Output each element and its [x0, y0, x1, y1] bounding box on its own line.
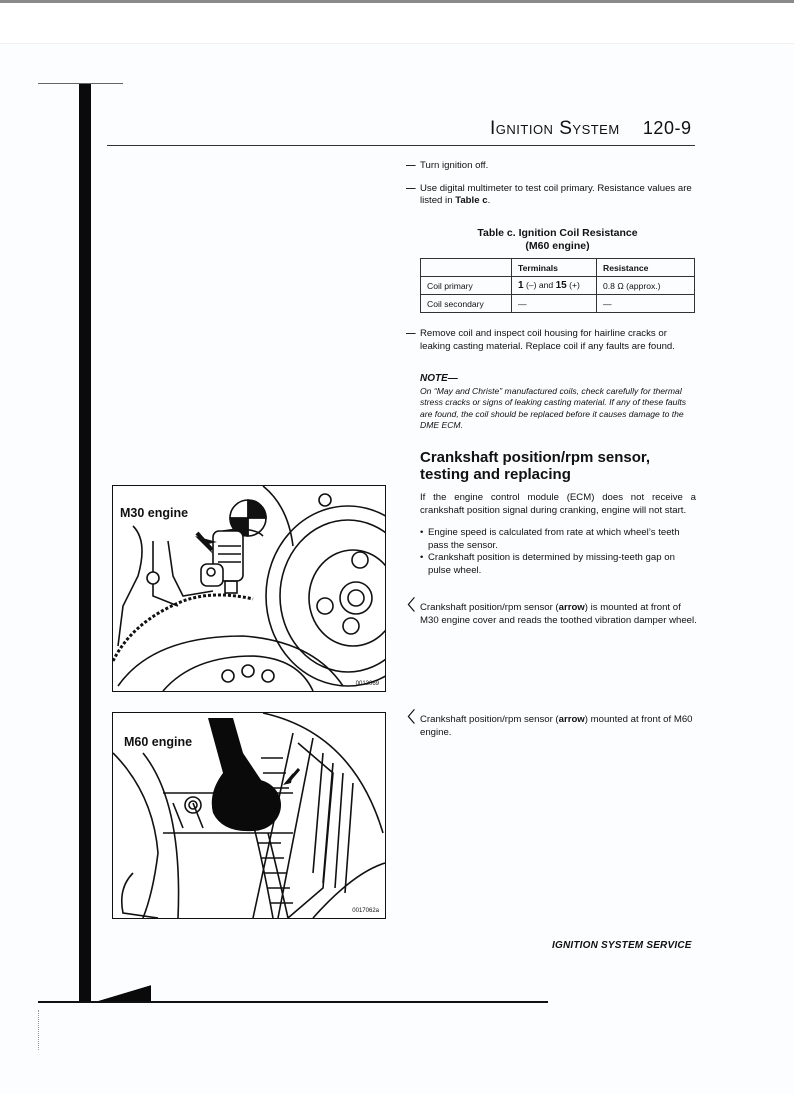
terminal-number: 15: [555, 280, 567, 291]
section-intro: If the engine control module (ECM) does not receive a crankshaft position signal during cranking, engine will not start.: [420, 492, 696, 516]
terminal-polarity: (+): [566, 280, 580, 290]
running-head: [490, 118, 691, 140]
caption-text: Crankshaft position/rpm sensor (: [420, 602, 559, 613]
scan-binding-bottom-rule: [38, 1001, 548, 1003]
figure-label: M30 engine: [120, 506, 189, 520]
caption-m60: [400, 709, 698, 739]
caption: [400, 597, 698, 627]
scan-binding-bar: [79, 84, 91, 1002]
section-bullets: [420, 527, 696, 577]
caption-bold: arrow: [558, 602, 585, 613]
table-row: [421, 295, 695, 313]
figure-label: M60 engine: [124, 735, 193, 749]
terminals-cell: —: [512, 295, 597, 313]
caption-text-end: ) mounted at front of M60 engine.: [420, 714, 693, 738]
table-title: [420, 227, 695, 253]
bullet-item: • Engine speed is calculated from rate at which wheel’s teeth pass the sensor.: [420, 527, 696, 552]
viewer-top-margin: [0, 3, 794, 44]
step-turn-ignition-off: [406, 160, 698, 173]
column-header-resistance: Resistance: [597, 259, 695, 277]
step-text: Turn ignition off.: [420, 160, 489, 171]
figure-pointer-icon: 〈: [400, 709, 416, 726]
caption-m30: [400, 597, 698, 627]
page-footer: IGNITION SYSTEM SERVICE: [552, 940, 692, 951]
inspect-block: [406, 328, 698, 432]
row-label: Coil secondary: [421, 295, 512, 313]
table-title-line2: (M60 engine): [525, 240, 590, 252]
step-test-coil-primary: [406, 183, 698, 208]
terminal-polarity: (–) and: [523, 280, 556, 290]
figure-id: 0013069: [355, 681, 379, 687]
step-inspect-coil: [406, 328, 698, 353]
note-body: On “May and Christe” manufactured coils, check carefully for thermal stress cracks or signs of leaking casting material. If any of these faults are found, the coil should be replaced before it causes damage to the DME ECM.: [420, 385, 687, 430]
coil-resistance-table: [420, 258, 695, 313]
section-heading-line1: Crankshaft position/rpm sensor,: [420, 449, 651, 466]
steps-top: [406, 160, 698, 208]
caption: [400, 709, 698, 739]
terminal-number: 1: [518, 280, 524, 291]
resistance-cell: 0.8 Ω (approx.): [597, 277, 695, 295]
scan-dotted-mark: [38, 1010, 40, 1050]
table-title-line1: Table c. Ignition Coil Resistance: [477, 227, 638, 239]
step-text-end: .: [487, 195, 491, 206]
caption-bold: arrow: [558, 714, 585, 725]
section-heading: [420, 449, 650, 483]
note-block: [406, 373, 698, 432]
table-reference: Table c: [455, 195, 488, 206]
row-label: Coil primary: [421, 277, 512, 295]
resistance-cell: —: [597, 295, 695, 313]
figure-m30-engine: [112, 485, 386, 692]
figure-pointer-icon: 〈: [400, 597, 416, 614]
step-text: Use digital multimeter to test coil primary. Resistance values are listed in: [420, 182, 692, 206]
figure-id: 0017062a: [352, 908, 379, 914]
page-number: 120-9: [642, 118, 692, 138]
terminals-cell: [512, 277, 597, 295]
note-label: NOTE—: [420, 373, 458, 384]
table-header-row: [421, 259, 695, 277]
column-header-terminals: Terminals: [512, 259, 597, 277]
caption-text-end: ) is mounted at front of M30 engine cover and reads the toothed vibration damper wheel.: [420, 602, 697, 626]
step-text: Remove coil and inspect coil housing for hairline cracks or leaking casting material. Replace coil if any faults are found.: [420, 328, 675, 352]
column-header-blank: [421, 259, 512, 277]
section-body: [420, 492, 696, 577]
table-row: [421, 277, 695, 295]
section-heading-line2: testing and replacing: [420, 466, 571, 483]
header-rule: [107, 145, 695, 146]
figure-m60-engine: [112, 712, 386, 919]
caption-text: Crankshaft position/rpm sensor (: [420, 714, 559, 725]
section-title: Ignition System: [490, 118, 620, 139]
bullet-item: • Crankshaft position is determined by missing-teeth gap on pulse wheel.: [420, 552, 696, 577]
